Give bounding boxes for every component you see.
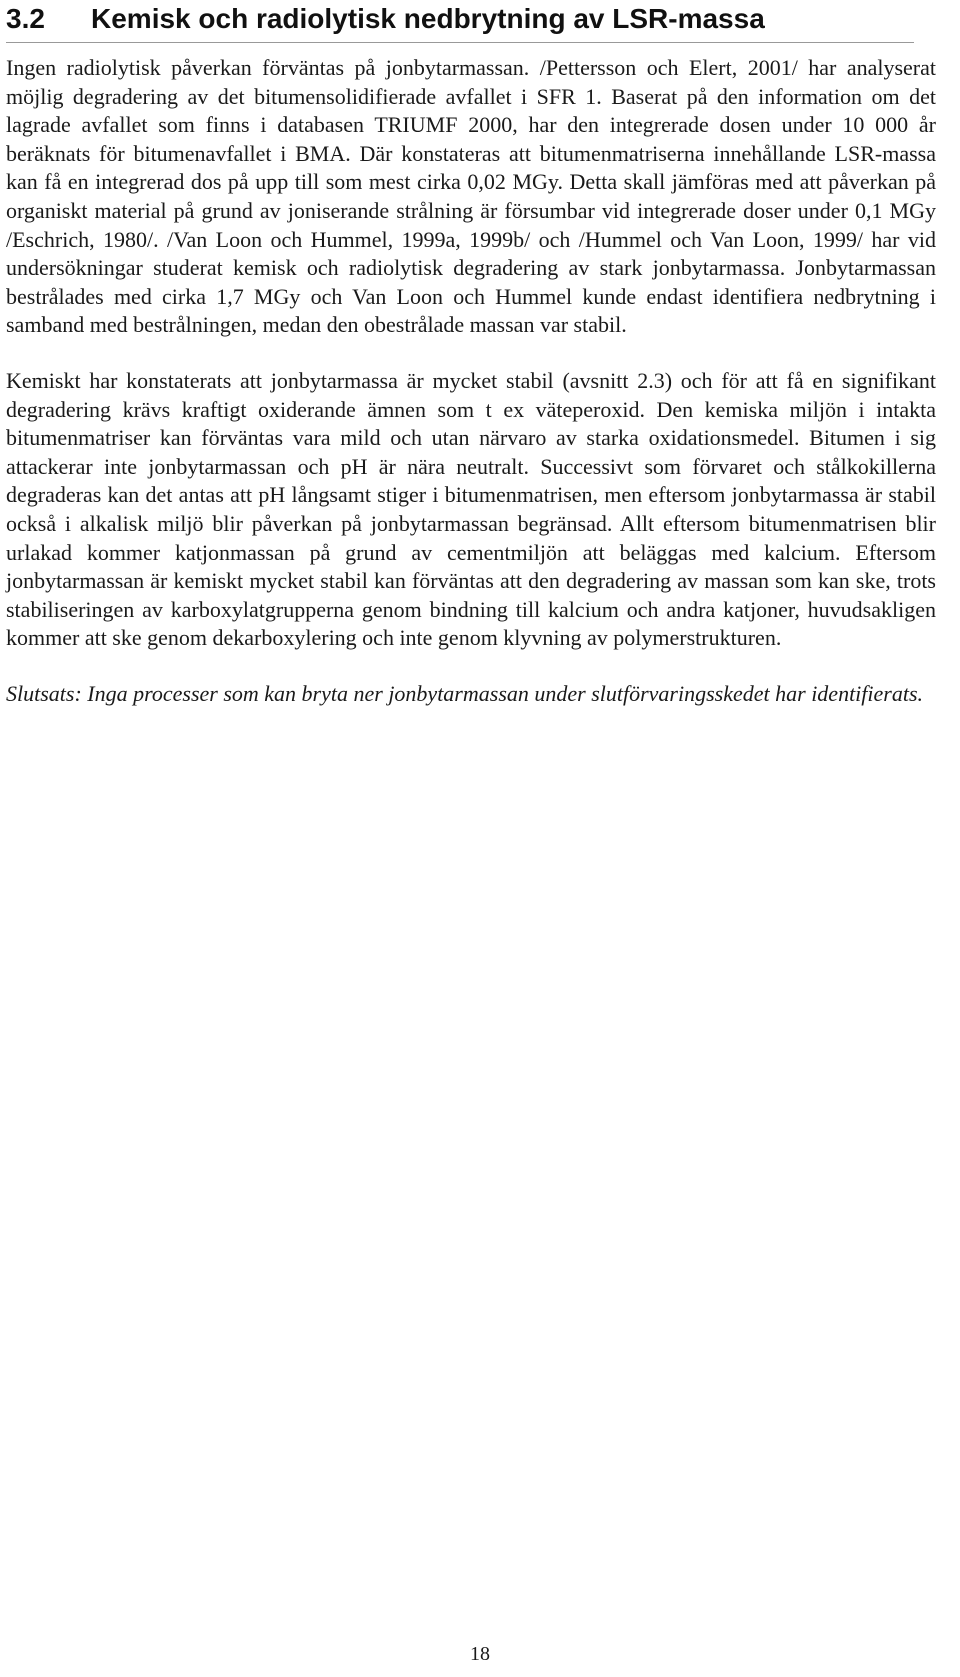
paragraph-conclusion: Slutsats: Inga processer som kan bryta ner jonbytarmassan under slutförvaringsskedet har identifierats.	[6, 680, 924, 706]
heading-divider	[6, 42, 914, 43]
paragraph-chemical: Kemiskt har konstaterats att jonbytarmassa är mycket stabil (avsnitt 2.3) och för att få en signifikant degradering krävs kraftigt oxiderande ämnen som t ex väteperoxid. Den kemiska miljön i intakta bitumenmatriser kan förväntas vara mild och utan närvaro av starka oxidationsmedel. Bitumen i sig attackerar inte jonbytarmassan och pH är nära neutralt. Successivt som förvaret och stålkokillerna degraderas kan det antas att pH långsamt stiger i bitumenmatrisen, men eftersom jonbytarmassa är stabil också i alkalisk miljö blir påverkan på jonbytarmassan begränsad. Allt eftersom bitumenmatrisen blir urlakad kommer katjonmassan på grund av cementmiljön att beläggas med kalcium. Eftersom jonbytarmassan är kemiskt mycket stabil kan förväntas att den degradering av massan som kan ske, trots stabiliseringen av karboxylatgrupperna genom bindning till kalcium och andra katjoner, huvudsakligen kommer att ske genom dekarboxylering och inte genom klyvning av polymerstrukturen.	[6, 367, 936, 651]
section-heading	[6, 0, 936, 36]
page-number: 18	[470, 1643, 490, 1665]
section-number: 3.2	[6, 3, 45, 34]
section-title: Kemisk och radiolytisk nedbrytning av LSR-massa	[91, 3, 765, 34]
document-page	[6, 0, 936, 708]
paragraph-radiolytic: Ingen radiolytisk påverkan förväntas på jonbytarmassan. /Pettersson och Elert, 2001/ har analyserat möjlig degradering av det bitumensolidifierade avfallet i SFR 1. Baserat på den information om det lagrade avfallet som finns i databasen TRIUMF 2000, har den integrerade dosen under 10 000 år beräknats för bitumenavfallet i BMA. Där konstateras att bitumenmatriserna innehållande LSR-massa kan få en integrerad dos på upp till som mest cirka 0,02 MGy. Detta skall jämföras med att påverkan på organiskt material på grund av joniserande strålning är försumbar vid integrerade doser under 0,1 MGy /Eschrich, 1980/. /Van Loon och Hummel, 1999a, 1999b/ och /Hummel och Van Loon, 1999/ har vid undersökningar studerat kemisk och radiolytisk degradering av stark jonbytarmassa. Jonbytarmassan bestrålades med cirka 1,7 MGy och Van Loon och Hummel kunde endast identifiera nedbrytning i samband med bestrålningen, medan den obestrålade massan var stabil.	[6, 55, 936, 338]
